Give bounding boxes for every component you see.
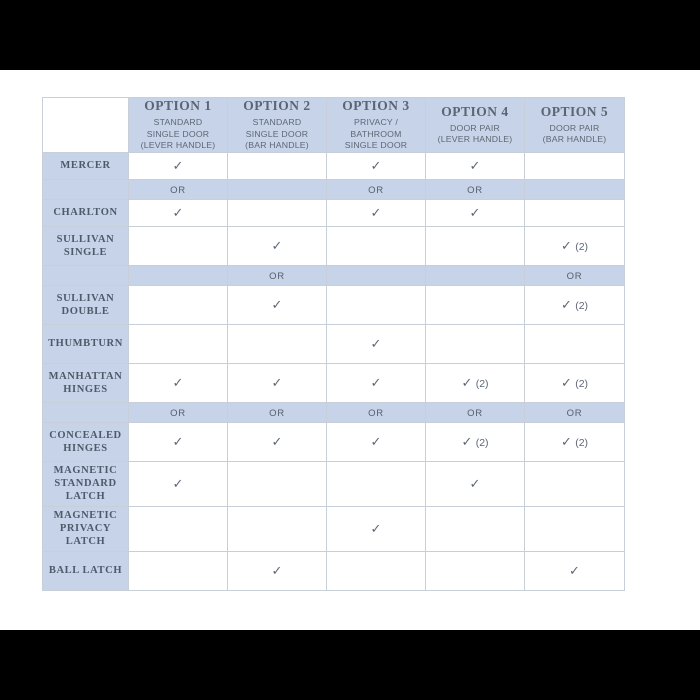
table-body (43, 152, 625, 590)
empty-cell (426, 551, 525, 590)
check-cell (525, 363, 625, 402)
empty-cell (327, 265, 426, 285)
check-icon: ✓ (172, 433, 184, 449)
table-row (43, 363, 625, 402)
check-icon: ✓ (172, 475, 184, 491)
column-title: OPTION 5 (540, 103, 609, 119)
or-separator-row (43, 265, 625, 285)
table-header (43, 98, 625, 153)
column-title: OPTION 3 (342, 98, 410, 113)
table-row (43, 324, 625, 363)
check-icon: ✓ (271, 433, 283, 449)
table-row (43, 422, 625, 461)
or-label: OR (269, 271, 285, 282)
or-label: OR (368, 185, 384, 196)
empty-cell (525, 152, 625, 179)
check-icon: ✓ (569, 562, 580, 578)
or-label: OR (170, 408, 186, 419)
check-cell (426, 422, 525, 461)
or-cell (129, 179, 228, 199)
table-row (43, 461, 625, 506)
empty-cell (525, 506, 625, 551)
row-label: CHARLTON (43, 199, 129, 226)
row-label: MANHATTAN HINGES (43, 363, 129, 402)
empty-cell (129, 506, 228, 551)
or-cell (426, 179, 525, 199)
check-icon: ✓ (370, 204, 382, 220)
empty-cell (327, 551, 426, 590)
column-header-option-1 (129, 98, 228, 153)
check-cell (327, 363, 426, 402)
check-cell (327, 152, 426, 179)
empty-cell (426, 226, 525, 265)
check-icon: ✓ (469, 204, 481, 220)
or-separator-row (43, 402, 625, 422)
empty-cell (129, 226, 228, 265)
check-cell (129, 422, 228, 461)
empty-cell (327, 285, 426, 324)
column-header-option-5 (525, 98, 625, 153)
check-icon: ✓ (271, 237, 283, 253)
quantity-label: (2) (575, 377, 589, 390)
check-cell (129, 152, 228, 179)
empty-cell (525, 324, 625, 363)
empty-cell (228, 461, 327, 506)
empty-cell (426, 324, 525, 363)
check-icon: ✓ (560, 296, 572, 312)
empty-cell (525, 199, 625, 226)
empty-cell (426, 285, 525, 324)
or-label: OR (566, 408, 583, 419)
or-label: OR (269, 408, 285, 419)
check-icon: ✓ (370, 157, 382, 173)
or-cell (228, 265, 327, 285)
empty-cell (525, 179, 625, 199)
matrix-table (42, 97, 625, 591)
or-cell (129, 402, 228, 422)
or-cell (228, 402, 327, 422)
check-icon: ✓ (271, 374, 283, 390)
empty-cell (228, 199, 327, 226)
column-title: OPTION 4 (441, 103, 509, 119)
row-label-blank (43, 265, 129, 285)
empty-cell (228, 179, 327, 199)
or-cell (525, 402, 625, 422)
row-label: MAGNETIC STANDARD LATCH (43, 461, 129, 506)
row-label: CONCEALED HINGES (43, 422, 129, 461)
column-subtitle-line-1: DOOR PAIR (549, 122, 600, 133)
row-label: THUMBTURN (43, 324, 129, 363)
check-cell (525, 285, 625, 324)
check-icon: ✓ (271, 562, 283, 578)
or-label: OR (467, 185, 483, 196)
check-icon: ✓ (560, 374, 572, 390)
check-icon: ✓ (370, 335, 382, 351)
compatibility-matrix (42, 97, 624, 591)
row-label: SULLIVAN DOUBLE (43, 285, 129, 324)
check-icon: ✓ (560, 433, 572, 449)
or-cell (525, 265, 625, 285)
check-icon: ✓ (461, 433, 473, 449)
check-cell (327, 506, 426, 551)
empty-cell (525, 461, 625, 506)
empty-cell (327, 461, 426, 506)
table-row (43, 199, 625, 226)
check-icon: ✓ (461, 374, 473, 390)
table-row (43, 506, 625, 551)
or-cell (426, 402, 525, 422)
or-label: OR (467, 408, 483, 419)
row-label: BALL LATCH (43, 551, 129, 590)
column-subtitle-line-3: (LEVER HANDLE) (140, 140, 216, 150)
check-cell (228, 422, 327, 461)
empty-cell (129, 265, 228, 285)
or-cell (327, 179, 426, 199)
empty-cell (228, 152, 327, 179)
empty-cell (129, 551, 228, 590)
or-separator-row (43, 179, 625, 199)
empty-cell (228, 324, 327, 363)
empty-cell (129, 285, 228, 324)
column-subtitle-line-1: STANDARD (252, 117, 302, 127)
column-subtitle-line-2: (BAR HANDLE) (542, 134, 607, 145)
check-cell (426, 199, 525, 226)
check-icon: ✓ (469, 157, 481, 173)
check-icon: ✓ (172, 204, 184, 220)
column-subtitle-line-1: PRIVACY / (354, 117, 398, 127)
check-cell (525, 422, 625, 461)
empty-cell (426, 506, 525, 551)
empty-cell (327, 226, 426, 265)
check-cell (327, 199, 426, 226)
row-label: MERCER (43, 152, 129, 179)
column-subtitle-line-2: BATHROOM (350, 128, 402, 139)
column-subtitle-line-3: (BAR HANDLE) (245, 140, 309, 150)
quantity-label: (2) (575, 240, 589, 253)
check-cell (426, 152, 525, 179)
column-header-option-4 (426, 98, 525, 153)
empty-cell (228, 506, 327, 551)
row-label: MAGNETIC PRIVACY LATCH (43, 506, 129, 551)
check-cell (426, 363, 525, 402)
column-title: OPTION 1 (144, 98, 212, 113)
table-row (43, 551, 625, 590)
column-subtitle-line-2: SINGLE DOOR (245, 128, 309, 139)
check-cell (525, 551, 625, 590)
check-icon: ✓ (172, 157, 184, 173)
check-icon: ✓ (370, 374, 382, 390)
table-row (43, 285, 625, 324)
row-label-blank (43, 179, 129, 199)
check-cell (228, 226, 327, 265)
check-cell (327, 324, 426, 363)
document-page (0, 70, 700, 630)
column-title: OPTION 2 (243, 98, 311, 113)
or-label: OR (170, 185, 186, 196)
row-label-blank (43, 402, 129, 422)
quantity-label: (2) (575, 299, 589, 312)
check-cell (228, 363, 327, 402)
quantity-label: (2) (575, 436, 589, 449)
check-cell (129, 363, 228, 402)
check-icon: ✓ (370, 433, 382, 449)
check-icon: ✓ (560, 237, 572, 253)
check-cell (228, 551, 327, 590)
check-cell (228, 285, 327, 324)
column-subtitle-line-2: (LEVER HANDLE) (437, 134, 513, 145)
check-cell (327, 422, 426, 461)
table-row (43, 226, 625, 265)
column-header-option-3 (327, 98, 426, 153)
column-header-option-2 (228, 98, 327, 153)
check-cell (129, 199, 228, 226)
column-subtitle-line-2: SINGLE DOOR (146, 128, 210, 139)
quantity-label: (2) (475, 436, 489, 449)
column-subtitle-line-1: DOOR PAIR (450, 122, 500, 133)
empty-cell (426, 265, 525, 285)
header-corner-cell (43, 98, 129, 153)
or-cell (327, 402, 426, 422)
check-icon: ✓ (271, 296, 283, 312)
header-row (43, 98, 625, 153)
or-label: OR (566, 271, 583, 282)
column-subtitle-line-1: STANDARD (153, 117, 203, 127)
check-cell (426, 461, 525, 506)
check-icon: ✓ (172, 374, 184, 390)
quantity-label: (2) (475, 377, 489, 390)
empty-cell (129, 324, 228, 363)
row-label: SULLIVAN SINGLE (43, 226, 129, 265)
check-icon: ✓ (469, 475, 481, 491)
check-cell (129, 461, 228, 506)
column-subtitle-line-3: SINGLE DOOR (344, 140, 408, 150)
table-row (43, 152, 625, 179)
check-cell (525, 226, 625, 265)
or-label: OR (368, 408, 384, 419)
check-icon: ✓ (370, 520, 382, 536)
